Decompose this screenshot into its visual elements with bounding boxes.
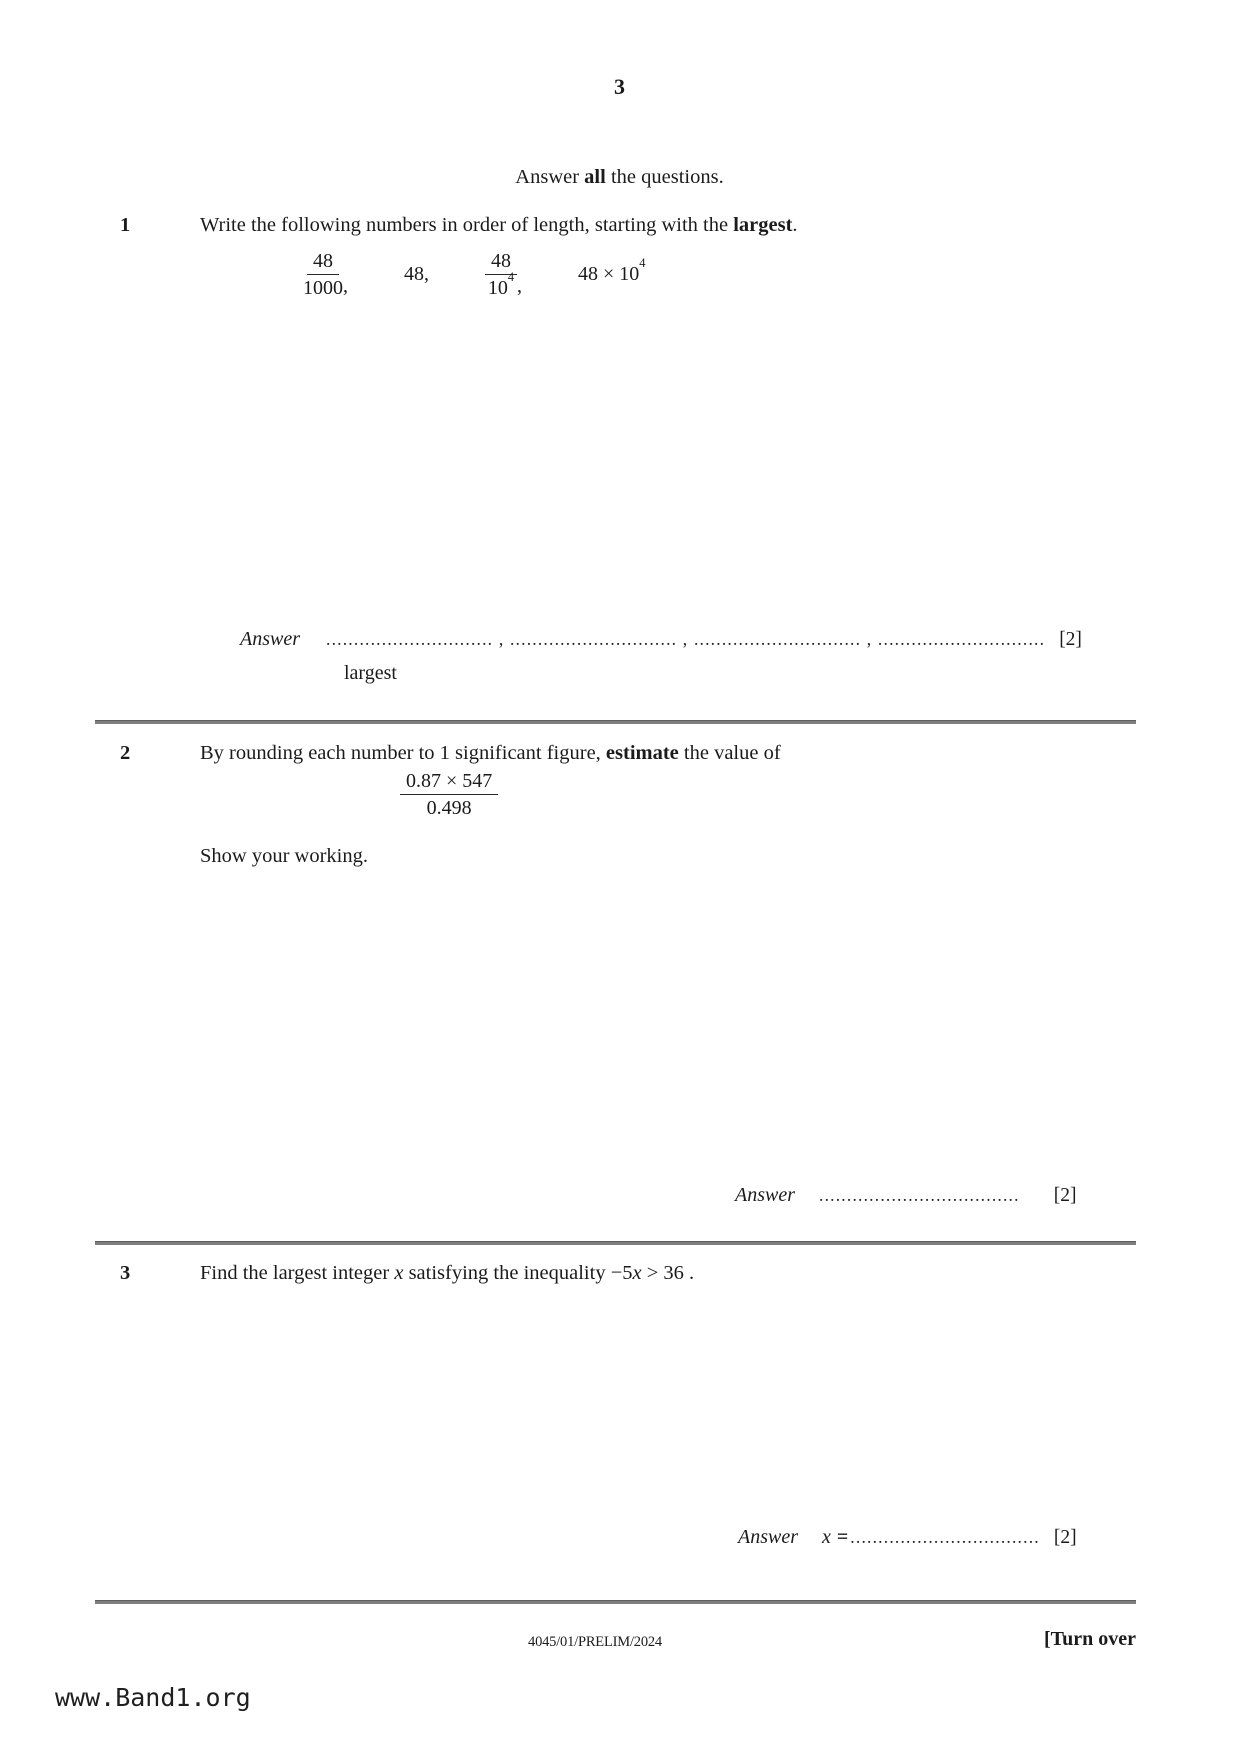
q3-text-post: > 36 .	[641, 1262, 695, 1284]
q1-frac2-exponent: 4	[507, 270, 515, 285]
q2-answer-line	[735, 1184, 1076, 1207]
q3-var-x-2: x	[632, 1262, 642, 1284]
q1-frac2	[485, 250, 517, 300]
q1-text-bold: largest	[733, 214, 793, 236]
divider-q1-q2	[95, 720, 1136, 724]
q2-number: 2	[120, 742, 131, 764]
paper-code: 4045/01/PRELIM/2024	[528, 1634, 662, 1650]
q3-number: 3	[120, 1262, 131, 1284]
q3-text	[200, 1262, 694, 1285]
q3-answer-line	[738, 1526, 1077, 1549]
q1-largest-note: largest	[344, 662, 397, 684]
q1-number-list	[303, 250, 645, 300]
q3-text-pre: Find the largest integer	[200, 1262, 395, 1284]
q2-show-working: Show your working.	[200, 845, 368, 867]
q3-answer-dotted-line: ..................................	[850, 1527, 1040, 1547]
q1-frac1-denominator: 1000	[303, 277, 343, 300]
q2-answer-label: Answer	[735, 1184, 795, 1206]
q2-text-pre: By rounding each number to 1 significant figure,	[200, 742, 606, 764]
q1-fraction-48-1000	[303, 250, 348, 300]
q2-fraction-denominator: 0.498	[426, 797, 472, 820]
q1-frac1-comma: ,	[343, 275, 348, 298]
q1-frac2-numerator: 48	[485, 250, 517, 275]
q3-var-x-1: x	[394, 1262, 404, 1284]
q3-answer-var: x	[822, 1526, 831, 1548]
q1-marks: [2]	[1059, 629, 1082, 650]
q2-fraction-numerator: 0.87 × 547	[400, 770, 498, 795]
q1-plain-48: 48,	[404, 263, 429, 286]
q3-answer-label: Answer	[738, 1526, 798, 1548]
instruction-heading	[0, 166, 1239, 189]
q1-text-pre: Write the following numbers in order of length, starting with the	[200, 214, 734, 236]
q1-fraction-48-10e4	[485, 250, 522, 300]
turn-over-label: [Turn over	[1043, 1628, 1136, 1650]
q2-text	[200, 742, 781, 765]
q3-marks: [2]	[1053, 1527, 1077, 1548]
q1-text	[200, 214, 798, 237]
website-watermark: www.Band1.org	[55, 1683, 251, 1712]
q1-answer-line	[240, 628, 1082, 651]
q1-frac1	[303, 250, 343, 300]
q1-scientific-notation: $48 \times 10^4$	[578, 256, 646, 286]
q1-answer-dotted-line: .............................. , .............................. , .............................. , ..............................	[326, 629, 1046, 649]
footer-rule	[95, 1600, 1136, 1604]
q1-sci-exponent: 4	[639, 256, 646, 271]
divider-q2-q3	[95, 1241, 1136, 1245]
q1-text-post: .	[792, 214, 798, 236]
q2-text-bold: estimate	[605, 742, 679, 764]
instruction-bold: all	[584, 166, 606, 188]
instruction-post: the questions.	[605, 166, 724, 188]
q2-fraction	[400, 770, 498, 820]
q2-marks: [2]	[1053, 1185, 1077, 1206]
q1-answer-label: Answer	[240, 628, 300, 650]
q1-number: 1	[120, 214, 131, 236]
q1-frac2-denominator: $10^4$	[487, 270, 515, 300]
q3-text-mid: satisfying the inequality −5	[403, 1262, 633, 1284]
page-number: 3	[614, 74, 625, 99]
instruction-pre: Answer	[515, 166, 585, 188]
q3-answer-equals: =	[836, 1526, 849, 1548]
q2-answer-dotted-line: ....................................	[819, 1185, 1020, 1205]
q1-frac1-numerator: 48	[307, 250, 339, 275]
q2-text-post: the value of	[678, 742, 781, 764]
q1-frac2-comma: ,	[517, 275, 522, 298]
